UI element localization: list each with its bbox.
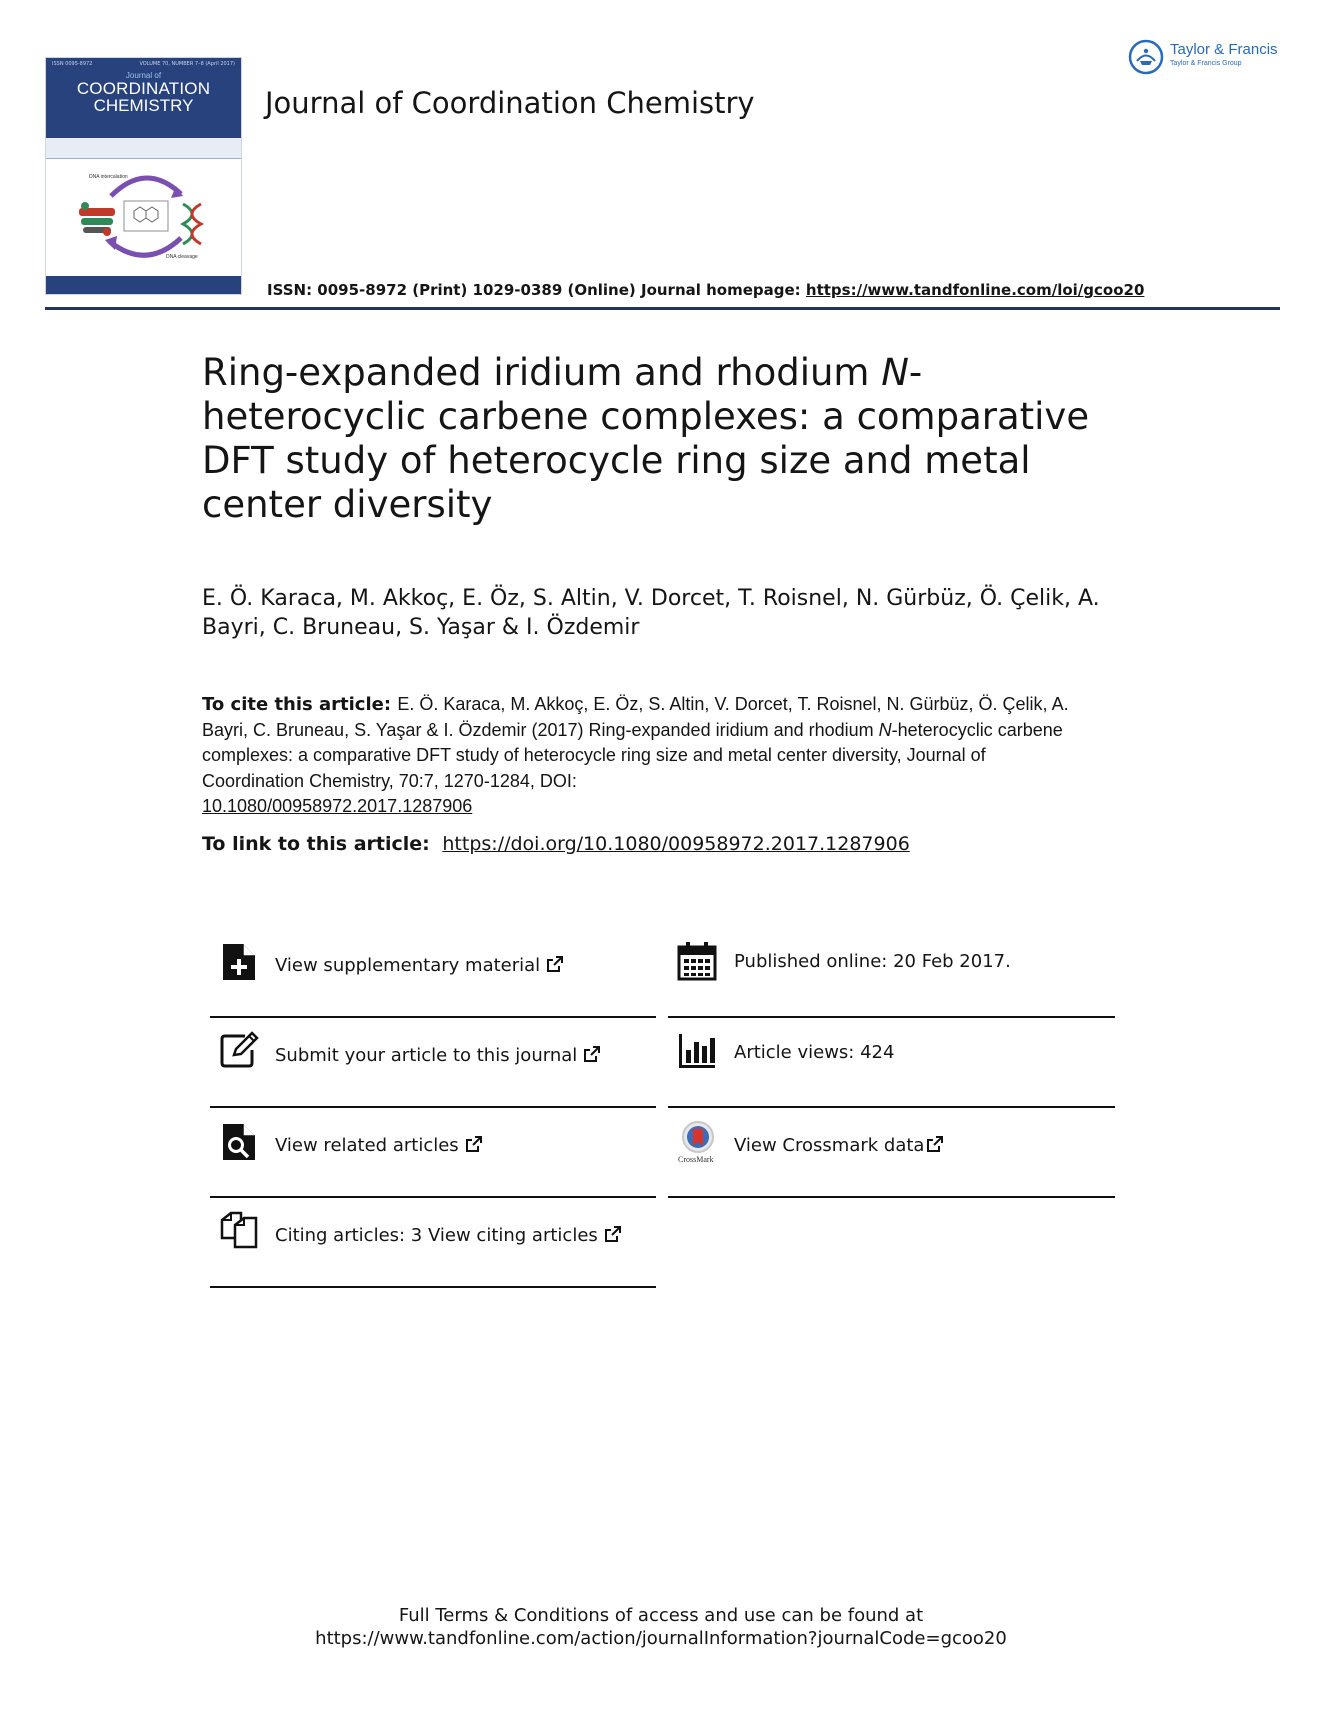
cover-volume: VOLUME 70, NUMBER 7–8 (April 2017) xyxy=(139,61,235,67)
calendar-icon xyxy=(677,941,717,981)
taylor-francis-logo-icon xyxy=(1127,38,1165,76)
article-title-part2: -heterocyclic carbene complexes: a comparative DFT study of heterocycle ring size and metal center diversity xyxy=(202,351,1090,526)
bar-chart-icon xyxy=(677,1030,717,1070)
svg-text:DNA cleavage: DNA cleavage xyxy=(166,254,198,260)
search-document-icon xyxy=(219,1122,259,1162)
view-related-articles-link[interactable] xyxy=(275,1135,483,1156)
cell-divider xyxy=(210,1016,656,1018)
article-title xyxy=(202,351,1102,527)
footer-terms-line: Full Terms & Conditions of access and use can be found at xyxy=(398,1605,924,1626)
citation-label: To cite this article: xyxy=(202,694,398,715)
issn-line xyxy=(267,281,1144,299)
citing-articles-link[interactable] xyxy=(275,1225,622,1246)
supplementary-label: View supplementary material xyxy=(275,955,541,976)
article-doi-link[interactable]: https://doi.org/10.1080/00958972.2017.1287906 xyxy=(442,833,910,855)
external-link-icon xyxy=(583,1045,601,1063)
cell-divider xyxy=(668,1196,1115,1198)
crossmark-logo-text: CrossMark xyxy=(678,1155,714,1164)
journal-homepage-link[interactable]: https://www.tandfonline.com/loi/gcoo20 xyxy=(805,281,1145,299)
citation-italic: N xyxy=(878,719,892,740)
footer-terms-url[interactable]: https://www.tandfonline.com/action/journalInformation?journalCode=gcoo20 xyxy=(315,1628,1007,1649)
view-crossmark-link[interactable] xyxy=(734,1135,944,1156)
view-supplementary-link[interactable] xyxy=(275,955,564,976)
crossmark-icon xyxy=(680,1120,716,1154)
cell-divider xyxy=(668,1016,1115,1018)
cell-divider xyxy=(210,1106,656,1108)
crossmark-label: View Crossmark data xyxy=(734,1135,925,1156)
external-link-icon xyxy=(604,1225,622,1243)
article-link-line xyxy=(202,833,910,855)
cover-title-band xyxy=(46,58,241,138)
citation-block xyxy=(202,692,1092,820)
related-label: View related articles xyxy=(275,1135,459,1156)
cell-divider xyxy=(210,1196,656,1198)
cover-issn: ISSN 0095-8972 xyxy=(52,61,93,67)
submit-article-link[interactable] xyxy=(275,1045,601,1066)
publisher-group: Taylor & Francis Group xyxy=(1170,60,1242,67)
citing-label: Citing articles: 3 View citing articles xyxy=(275,1225,598,1246)
article-views: Article views: 424 xyxy=(734,1042,895,1063)
journal-title[interactable]: Journal of Coordination Chemistry xyxy=(265,86,755,120)
cover-journal-of: Journal of xyxy=(125,71,162,80)
article-title-italic: N xyxy=(881,351,909,394)
issn-text: ISSN: 0095-8972 (Print) 1029-0389 (Online) Journal homepage: xyxy=(267,281,806,299)
citation-text-part1: E. Ö. Karaca, M. Akkoç, E. Öz, S. Altin, V. Dorcet, T. Roisnel, N. Gürbüz, Ö. Çelik, A. Bayri, C. Bruneau, S. Yaşar & I. Özdemir (2017) Ring-expanded iridium and rhodium xyxy=(202,694,1069,740)
external-link-icon xyxy=(546,955,564,973)
published-online: Published online: 20 Feb 2017. xyxy=(734,951,1011,972)
article-authors: E. Ö. Karaca, M. Akkoç, E. Öz, S. Altin, V. Dorcet, T. Roisnel, N. Gürbüz, Ö. Çelik, A. Bayri, C. Bruneau, S. Yaşar & I. Özdemir xyxy=(202,586,1100,640)
header-divider xyxy=(45,307,1280,310)
cover-name-line2: CHEMISTRY xyxy=(93,96,194,115)
cell-divider xyxy=(668,1106,1115,1108)
citation-text-part2: -heterocyclic carbene complexes: a comparative DFT study of heterocycle ring size and metal center diversity, Journal of Coordination Chemistry, 70:7, 1270-1284, DOI: xyxy=(202,719,1063,791)
submit-label: Submit your article to this journal xyxy=(275,1045,578,1066)
edit-icon xyxy=(219,1030,259,1070)
external-link-icon xyxy=(465,1135,483,1153)
cover-dna-artwork xyxy=(71,166,221,266)
cover-editor-strip xyxy=(46,138,241,159)
article-link-label: To link to this article: xyxy=(202,833,437,855)
cell-divider xyxy=(210,1286,656,1288)
article-title-part1: Ring-expanded iridium and rhodium xyxy=(202,351,882,394)
journal-cover-image xyxy=(45,57,242,295)
publisher-name: Taylor & Francis xyxy=(1170,41,1278,58)
svg-text:DNA intercalation: DNA intercalation xyxy=(89,174,128,180)
copy-documents-icon xyxy=(219,1210,259,1250)
cover-publisher-band xyxy=(46,276,241,294)
citation-doi-link[interactable]: 10.1080/00958972.2017.1287906 xyxy=(202,796,473,816)
cover-name-line1: COORDINATION xyxy=(76,79,211,98)
add-file-icon xyxy=(219,942,259,982)
external-link-icon xyxy=(926,1135,944,1153)
